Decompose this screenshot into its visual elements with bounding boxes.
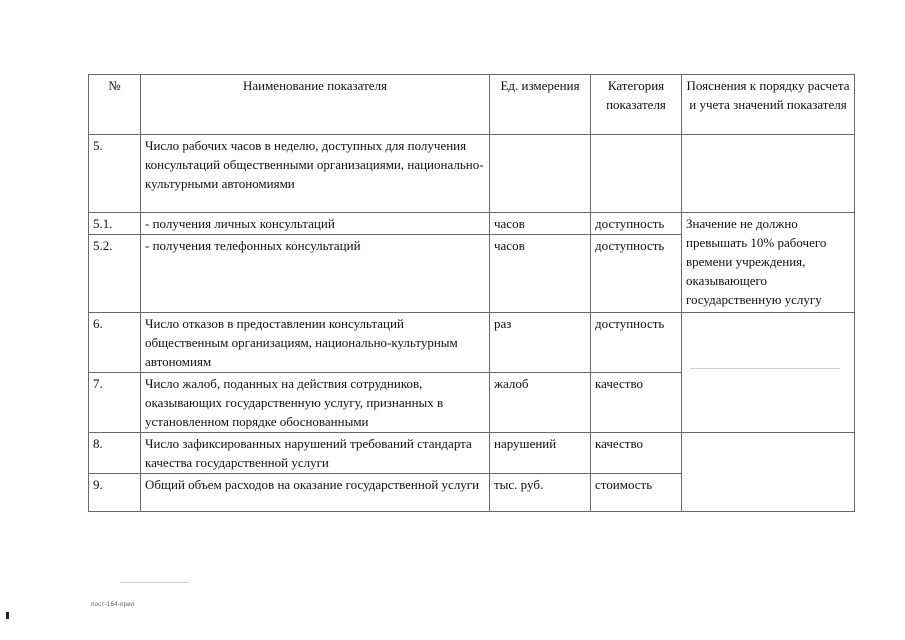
row-explanation: [682, 135, 855, 213]
row-unit: часов: [490, 213, 591, 235]
row-name: Общий объем расходов на оказание государственной услуги: [141, 474, 490, 512]
row-explanation: [682, 313, 855, 433]
row-explanation: [682, 433, 855, 512]
footer-note: пост-164-прил: [91, 602, 135, 608]
header-num: №: [89, 75, 141, 135]
row-num: 7.: [89, 373, 141, 433]
row-category: качество: [591, 373, 682, 433]
header-category: Категория показателя: [591, 75, 682, 135]
scan-artifact-line: [690, 368, 840, 369]
row-num: 9.: [89, 474, 141, 512]
header-explanation: Пояснения к порядку расчета и учета значений показателя: [682, 75, 855, 135]
row-explanation: Значение не должно превышать 10% рабочего времени учреждения, оказывающего государственную услугу: [682, 213, 855, 313]
row-unit: тыс. руб.: [490, 474, 591, 512]
row-category: доступность: [591, 313, 682, 373]
row-category: качество: [591, 433, 682, 474]
row-name: Число зафиксированных нарушений требований стандарта качества государственной услуги: [141, 433, 490, 474]
row-unit: часов: [490, 235, 591, 313]
table-row: [89, 433, 855, 474]
row-name: Число жалоб, поданных на действия сотрудников, оказывающих государственную услугу, признанных в установленном порядке обоснованными: [141, 373, 490, 433]
row-num: 5.: [89, 135, 141, 213]
table-row: [89, 135, 855, 213]
row-name: - получения телефонных консультаций: [141, 235, 490, 313]
header-unit: Ед. измерения: [490, 75, 591, 135]
row-unit: раз: [490, 313, 591, 373]
row-num: 8.: [89, 433, 141, 474]
row-category: доступность: [591, 213, 682, 235]
scan-mark: [6, 612, 9, 619]
row-category: стоимость: [591, 474, 682, 512]
row-num: 5.2.: [89, 235, 141, 313]
scan-artifact-line: [120, 582, 190, 583]
row-num: 5.1.: [89, 213, 141, 235]
table-row: [89, 313, 855, 373]
row-unit: нарушений: [490, 433, 591, 474]
header-name: Наименование показателя: [141, 75, 490, 135]
row-unit: [490, 135, 591, 213]
row-name: Число рабочих часов в неделю, доступных для получения консультаций общественными организациями, национально-культурными автономиями: [141, 135, 490, 213]
row-category: [591, 135, 682, 213]
row-num: 6.: [89, 313, 141, 373]
table-row: [89, 213, 855, 235]
row-name: Число отказов в предоставлении консультаций общественным организациям, национально-культурным автономиям: [141, 313, 490, 373]
row-category: доступность: [591, 235, 682, 313]
row-name: - получения личных консультаций: [141, 213, 490, 235]
row-unit: жалоб: [490, 373, 591, 433]
indicators-table: [88, 74, 855, 512]
table-header-row: [89, 75, 855, 135]
